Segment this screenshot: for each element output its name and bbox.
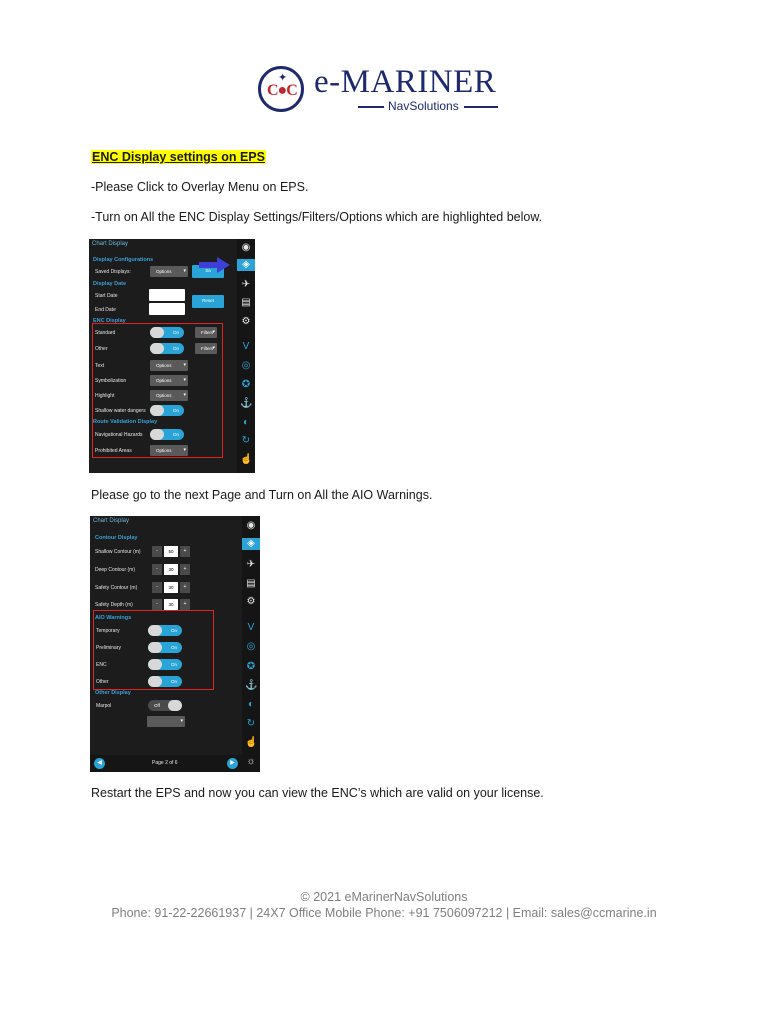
enc-label: ENC [96, 662, 107, 668]
section-other-display: Other Display [95, 690, 131, 696]
other-filters-dropdown[interactable]: Filters ▾ [195, 343, 217, 354]
shallow-water-dangers-label: Shallow water dangers [95, 408, 146, 414]
logo-divider-right [464, 106, 498, 108]
panel-title: Chart Display [93, 518, 130, 524]
arrow-right-icon [199, 257, 231, 273]
highlight-box [93, 610, 214, 690]
text-label: Text [95, 363, 105, 369]
deep-contour-label: Deep Contour (m) [95, 567, 136, 573]
refresh-icon[interactable]: ↻ [241, 435, 251, 446]
location-pin-icon[interactable]: ◎ [246, 641, 256, 652]
highlight-options-dropdown[interactable]: Options ▾ [150, 390, 188, 401]
lifebuoy-icon[interactable]: ✪ [241, 379, 251, 390]
symbolization-options-dropdown[interactable]: Options ▾ [150, 375, 188, 386]
section-aio-warnings: AIO Warnings [95, 615, 132, 621]
satellite-icon[interactable]: ✈ [246, 559, 256, 570]
save-button[interactable]: Sa [192, 265, 224, 278]
anchor-icon[interactable]: ⚓ [245, 680, 258, 691]
toggle-state: Off [154, 703, 160, 708]
reset-button[interactable]: Reset [192, 295, 224, 308]
toggle-state: On [172, 330, 179, 335]
footer-contact: Phone: 91-22-22661937 | 24X7 Office Mobile Phone: +91 7506097212 | Email: sales@ccmarine.in [111, 906, 657, 920]
end-date-label: End Date [95, 307, 116, 313]
compass-icon: ✦ [278, 72, 288, 84]
toggle-state: On [170, 628, 177, 633]
marpol-label: Marpol [96, 703, 112, 709]
start-date-input[interactable] [149, 289, 185, 301]
instruction-overlay-menu: -Please Click to Overlay Menu on EPS. [91, 180, 309, 194]
section-contour-display: Contour Display [95, 535, 138, 541]
navigational-hazards-label: Navigational Hazards [95, 432, 143, 438]
toggle-state: On [170, 662, 177, 667]
logo-title: e-MARINER [314, 64, 497, 100]
logo-subtitle: NavSolutions [388, 99, 459, 113]
highlight-label: Highlight [95, 393, 115, 399]
radar-icon[interactable]: ◐ [247, 699, 255, 710]
chart-display-screenshot-2: Chart Display Contour Display Shallow Contour (m) - 50 + Deep Contour (m) - 30 + Safety Contour (m) - 30 + Safety Depth (m) - 30 + AIO Warnings Temporary On Preliminary On ENC On Other On Other Display Marpol Off ▾ ◀ Page 2 of 6 ▶ ◉ ◈ ✈ ▤ ⚙ V ◎ ✪ ⚓ ◐ ↻ ☝ ☼ [90, 516, 260, 772]
radar-icon[interactable]: ◐ [242, 417, 250, 428]
hand-pointer-icon[interactable]: ☝ [245, 737, 258, 748]
refresh-icon[interactable]: ↻ [246, 718, 256, 729]
preliminary-label: Preliminary [96, 645, 122, 651]
section-route-validation: Route Validation Display [93, 419, 158, 425]
database-icon[interactable]: ▤ [241, 297, 251, 308]
gear-icon[interactable]: ⚙ [246, 596, 256, 607]
toggle-state: On [172, 408, 179, 413]
company-logo [258, 66, 508, 116]
other-label: Other [95, 346, 108, 352]
section-display-date: Display Date [93, 281, 127, 287]
footer-copyright: © 2021 eMarinerNavSolutions [300, 890, 468, 904]
overlay-sidebar [237, 239, 255, 473]
section-enc-display: ENC Display [93, 318, 126, 324]
other-label: Other [96, 679, 109, 685]
location-pin-icon[interactable]: ◎ [241, 360, 251, 371]
end-date-input[interactable] [149, 303, 185, 315]
safety-depth-label: Safety Depth (m) [95, 602, 133, 608]
next-page-icon[interactable]: ▶ [227, 758, 238, 769]
symbolization-label: Symbolization [95, 378, 127, 384]
prev-page-icon[interactable]: ◀ [94, 758, 105, 769]
database-icon[interactable]: ▤ [246, 578, 256, 589]
brightness-icon[interactable]: ☼ [246, 756, 256, 767]
safety-contour-label: Safety Contour (m) [95, 585, 138, 591]
prohibited-areas-options-dropdown[interactable]: Options ▾ [150, 445, 188, 456]
instruction-aio-warnings: Please go to the next Page and Turn on All the AIO Warnings. [91, 488, 433, 502]
logo-cc-mark: C●C [267, 82, 297, 99]
toggle-state: On [172, 346, 179, 351]
temporary-label: Temporary [96, 628, 120, 634]
logo-emblem [258, 66, 304, 112]
prohibited-areas-label: Prohibited Areas [95, 448, 132, 454]
hand-pointer-icon[interactable]: ☝ [240, 454, 253, 465]
help-icon[interactable]: ◉ [241, 242, 251, 253]
help-icon[interactable]: ◉ [246, 520, 256, 531]
page-indicator: Page 2 of 6 [152, 760, 178, 766]
standard-label: Standard [95, 330, 116, 336]
layers-icon[interactable]: ◈ [242, 538, 260, 550]
lifebuoy-icon[interactable]: ✪ [246, 661, 256, 672]
shallow-contour-label: Shallow Contour (m) [95, 549, 141, 555]
saved-displays-dropdown[interactable]: Options ▾ [150, 266, 188, 277]
text-options-dropdown[interactable]: Options ▾ [150, 360, 188, 371]
toggle-state: On [172, 432, 179, 437]
section-display-configurations: Display Configurations [93, 257, 154, 263]
panel-title: Chart Display [92, 241, 129, 247]
marpol-toggle[interactable] [148, 700, 182, 711]
chart-display-screenshot-1 [89, 239, 255, 473]
pointer-arrow [199, 257, 231, 273]
start-date-label: Start Date [95, 293, 118, 299]
instruction-enc-settings: -Turn on All the ENC Display Settings/Filters/Options which are highlighted below. [91, 210, 543, 224]
route-check-icon[interactable]: V [247, 622, 255, 633]
section-heading: ENC Display settings on EPS [92, 150, 265, 164]
anchor-icon[interactable]: ⚓ [240, 398, 253, 409]
satellite-icon[interactable]: ✈ [241, 279, 251, 290]
layers-icon[interactable]: ◈ [237, 259, 255, 271]
toggle-state: On [170, 645, 177, 650]
gear-icon[interactable]: ⚙ [241, 316, 251, 327]
route-check-icon[interactable]: V [242, 341, 250, 352]
toggle-state: On [170, 679, 177, 684]
overlay-sidebar [242, 516, 260, 772]
logo-divider-left [358, 106, 384, 108]
instruction-restart: Restart the EPS and now you can view the ENC’s which are valid on your license. [91, 786, 544, 800]
standard-filters-dropdown[interactable]: Filters ▾ [195, 327, 217, 338]
highlight-box [92, 323, 223, 458]
pagination-bar [90, 755, 242, 772]
marpol-dropdown[interactable] [147, 716, 185, 727]
saved-displays-label: Saved Displays: [95, 269, 131, 275]
